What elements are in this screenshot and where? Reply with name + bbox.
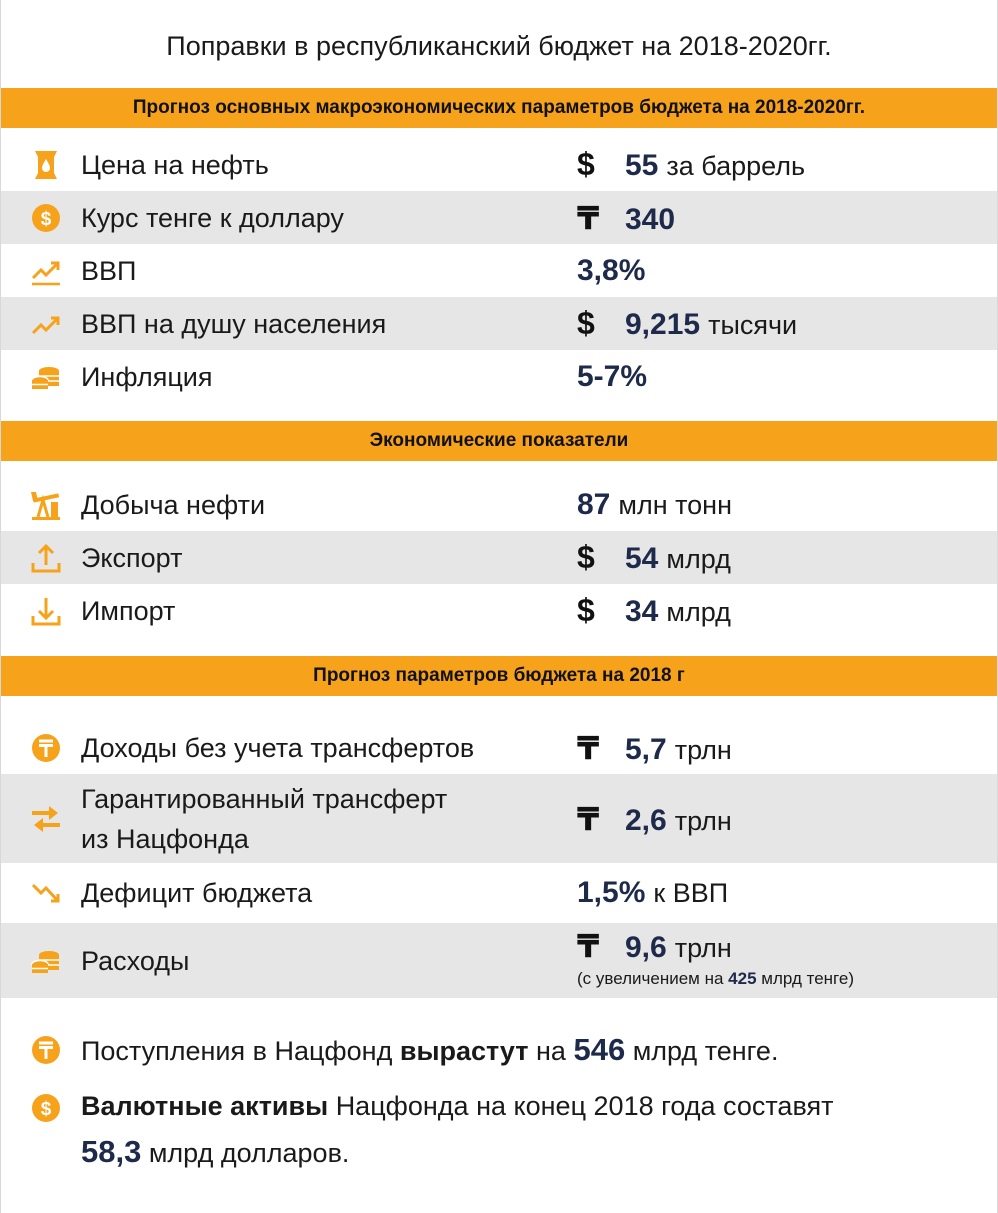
coins-stack-icon: [29, 360, 63, 394]
currency-symbol: $: [577, 592, 595, 628]
value-number: 3,8%: [577, 253, 646, 287]
tenge-coin-icon: [29, 731, 63, 765]
value-number: 2,6: [625, 803, 667, 837]
value-number: 87: [577, 487, 611, 521]
currency-symbol: ₸: [577, 928, 600, 964]
expenses-increase-note: [577, 969, 854, 989]
row-label: Инфляция: [81, 361, 213, 392]
value-unit: к ВВП: [653, 878, 729, 908]
row-label: Расходы: [81, 945, 190, 976]
currency-symbol: ₸: [577, 199, 600, 236]
row-gdp-per-capita: [1, 297, 997, 350]
row-label: Цена на нефть: [81, 149, 269, 180]
row-revenue: [1, 721, 997, 774]
value-number: 55: [625, 149, 659, 182]
row-label: Импорт: [81, 595, 176, 626]
oil-barrel-icon: [29, 148, 63, 182]
value-unit: тысячи: [708, 310, 798, 340]
row-label: Курс тенге к доллару: [81, 202, 344, 233]
section-heading-economy: Экономические показатели: [1, 421, 997, 461]
row-label: ВВП на душу населения: [81, 308, 387, 339]
value-number: 54: [625, 542, 659, 575]
row-value: [577, 199, 683, 237]
import-icon: [29, 594, 63, 628]
row-exchange-rate: [1, 191, 997, 244]
note-bold: Валютные активы: [81, 1091, 329, 1121]
note-pre: Поступления в Нацфонд: [81, 1036, 393, 1066]
coins-stack-icon: [29, 944, 63, 978]
row-label: Экспорт: [81, 542, 183, 573]
currency-symbol: ₸: [577, 729, 600, 766]
currency-symbol: $: [577, 305, 595, 341]
row-label-line1: Гарантированный трансферт: [81, 783, 448, 814]
note-number: 546: [573, 1032, 626, 1067]
row-value: [577, 876, 728, 910]
row-expenses: [1, 923, 997, 998]
trend-up-icon: [29, 307, 63, 341]
value-unit: млн тонн: [618, 489, 733, 520]
row-label: Дефицит бюджета: [81, 878, 313, 908]
note-natfund-inflow: [29, 1025, 778, 1076]
currency-symbol: ₸: [577, 800, 600, 837]
section-heading-macro: Прогноз основных макроэкономических параметров бюджета на 2018-2020гг.: [1, 88, 997, 128]
row-oil-production: [1, 478, 997, 531]
value-unit: трлн: [674, 933, 732, 963]
value-number: 34: [625, 595, 659, 628]
tenge-coin-icon: [29, 1033, 63, 1067]
oil-pump-icon: [29, 488, 63, 522]
transfer-arrows-icon: [29, 802, 63, 836]
note-number: 425: [728, 969, 757, 988]
value-number: 9,6: [625, 931, 667, 964]
svg-text:$: $: [40, 208, 52, 230]
note-text: [81, 1083, 833, 1176]
note-prefix: (с увеличением на: [577, 969, 724, 988]
note-post: млрд долларов.: [148, 1138, 350, 1168]
row-import: [1, 584, 997, 637]
note-suffix: млрд тенге): [761, 969, 854, 988]
row-oil-price: [1, 138, 997, 191]
page-title: Поправки в республиканский бюджет на 2018-2020гг.: [166, 31, 832, 61]
value-unit: млрд: [666, 544, 731, 574]
row-value: [577, 927, 732, 965]
row-deficit: [1, 863, 997, 923]
value-unit: млрд: [666, 597, 731, 627]
value-unit: за баррель: [666, 151, 806, 181]
note-text: [81, 1025, 778, 1076]
row-inflation: [1, 350, 997, 403]
row-guaranteed-transfer: [1, 774, 997, 863]
row-label: Доходы без учета трансфертов: [81, 732, 475, 763]
dollar-coin-icon: [29, 201, 63, 235]
row-label-line2: из Нацфонда: [81, 823, 249, 854]
note-mid: Нацфонда на конец 2018 года составят: [335, 1091, 834, 1121]
value-number: 340: [625, 202, 676, 236]
dollar-coin-icon: [29, 1091, 63, 1125]
svg-text:$: $: [40, 1099, 52, 1120]
row-value: [577, 800, 732, 838]
value-number: 1,5%: [577, 876, 646, 909]
value-number: 5-7%: [577, 359, 648, 393]
row-value: [577, 539, 731, 576]
note-currency-assets: [29, 1083, 909, 1176]
note-mid: на: [536, 1036, 566, 1066]
note-number: 58,3: [81, 1134, 142, 1169]
row-value: [577, 305, 797, 342]
row-label: [81, 779, 447, 859]
row-value: [577, 729, 732, 767]
value-unit: трлн: [674, 734, 732, 765]
note-bold: вырастут: [399, 1036, 529, 1066]
value-unit: трлн: [674, 805, 732, 836]
row-value: [577, 146, 805, 183]
row-gdp: [1, 244, 997, 297]
value-number: 9,215: [625, 308, 701, 341]
trend-down-icon: [29, 876, 63, 910]
row-value: [577, 360, 655, 394]
row-label: Добыча нефти: [81, 489, 266, 520]
row-export: [1, 531, 997, 584]
row-label: ВВП: [81, 255, 137, 286]
export-icon: [29, 541, 63, 575]
currency-symbol: $: [577, 539, 595, 575]
value-number: 5,7: [625, 732, 667, 766]
row-value: [577, 254, 653, 288]
section-heading-budget-2018: Прогноз параметров бюджета на 2018 г: [1, 656, 997, 696]
currency-symbol: $: [577, 146, 595, 182]
trend-up-icon: [29, 254, 63, 288]
note-post: млрд тенге.: [632, 1036, 779, 1066]
row-value: [577, 592, 731, 629]
row-value: [577, 488, 732, 522]
